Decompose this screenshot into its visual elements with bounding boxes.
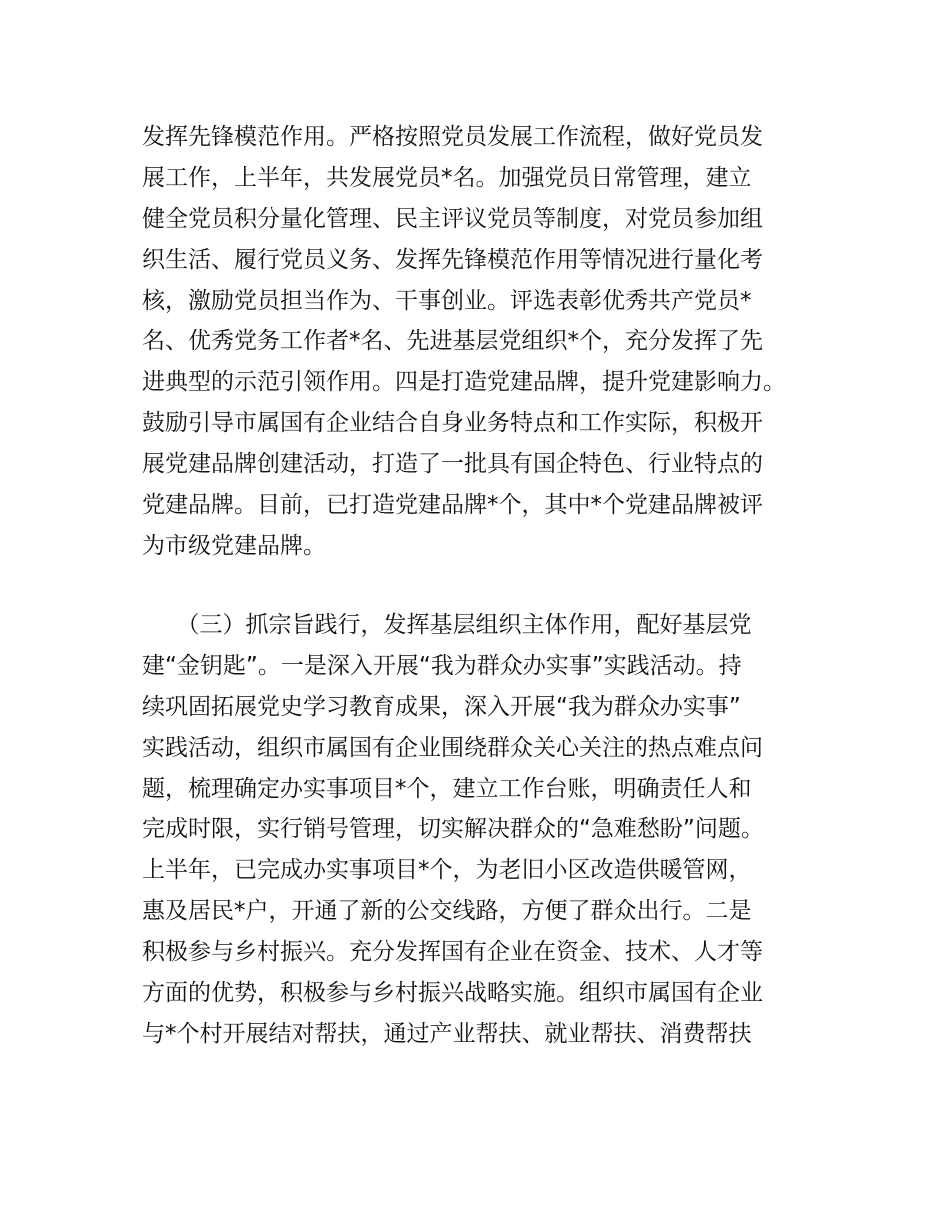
- text-line: 健全党员积分量化管理、民主评议党员等制度，对党员参加组: [142, 205, 763, 232]
- text-line: 建“金钥匙”。一是深入开展“我为群众办实事”实践活动。持: [142, 652, 742, 679]
- text-line: 名、优秀党务工作者*名、先进基层党组织*个，充分发挥了先: [142, 328, 763, 355]
- text-line: 展工作，上半年，共发展党员*名。加强党员日常管理，建立: [142, 164, 752, 191]
- text-line: 完成时限，实行销号管理，切实解决群众的“急难愁盼”问题。: [142, 816, 764, 843]
- text-line: 织生活、履行党员义务、发挥先锋模范作用等情况进行量化考: [142, 246, 763, 273]
- paragraph-purpose-practice: [142, 605, 822, 1055]
- text-line: 党建品牌。目前，已打造党建品牌*个，其中*个党建品牌被评: [142, 492, 763, 519]
- text-line: （三）抓宗旨践行，发挥基层组织主体作用，配好基层党: [142, 612, 752, 638]
- text-line: 发挥先锋模范作用。严格按照党员发展工作流程，做好党员发: [142, 124, 763, 150]
- text-line: 进典型的示范引领作用。四是打造党建品牌，提升党建影响力。: [142, 369, 786, 396]
- text-line: 题，梳理确定办实事项目*个，建立工作台账，明确责任人和: [142, 775, 752, 802]
- text-line: 与*个村开展结对帮扶，通过产业帮扶、就业帮扶、消费帮扶: [142, 1020, 752, 1047]
- text-line: 核，激励党员担当作为、干事创业。评选表彰优秀共产党员*: [142, 287, 752, 314]
- text-line: 方面的优势，积极参与乡村振兴战略实施。组织市属国有企业: [142, 980, 763, 1007]
- text-line: 实践活动，组织市属国有企业围绕群众关心关注的热点难点问: [142, 734, 763, 761]
- text-line: 积极参与乡村振兴。充分发挥国有企业在资金、技术、人才等: [142, 939, 763, 966]
- text-line: 惠及居民*户，开通了新的公交线路，方便了群众出行。二是: [142, 898, 752, 925]
- text-line: 鼓励引导市属国有企业结合自身业务特点和工作实际，积极开: [142, 410, 763, 437]
- text-line: 为市级党建品牌。: [142, 532, 326, 559]
- text-line: 上半年，已完成办实事项目*个，为老旧小区改造供暖管网，: [142, 857, 752, 884]
- text-line: 展党建品牌创建活动，打造了一批具有国企特色、行业特点的: [142, 451, 763, 478]
- text-line: 续巩固拓展党史学习教育成果，深入开展“我为群众办实事”: [142, 693, 741, 720]
- paragraph-party-member-management: [142, 117, 822, 567]
